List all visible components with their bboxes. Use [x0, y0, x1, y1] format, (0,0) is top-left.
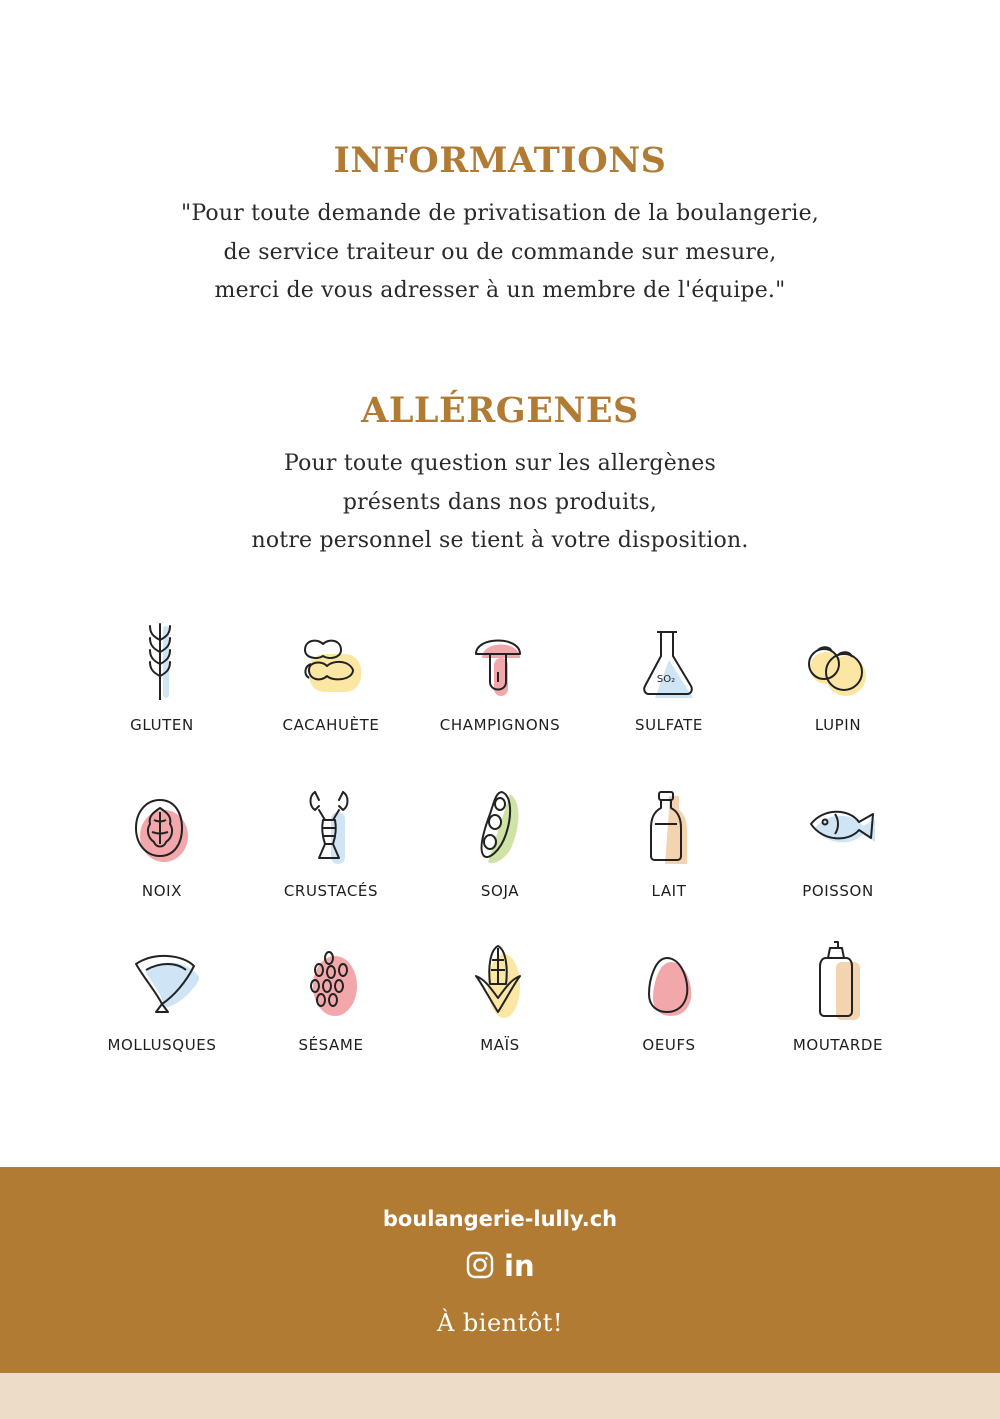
- allergen-label: SÉSAME: [298, 1036, 364, 1054]
- farewell-text: À bientôt!: [436, 1309, 564, 1337]
- allergen-label: CHAMPIGNONS: [439, 716, 561, 734]
- allergen-poisson: [753, 786, 923, 916]
- bottom-band: [0, 1373, 1000, 1419]
- allergen-gluten: [77, 620, 247, 750]
- allergen-mais: [415, 940, 585, 1070]
- allergenes-line: présents dans nos produits,: [342, 489, 658, 515]
- allergen-label: POISSON: [802, 882, 874, 900]
- lobster-icon: [301, 786, 361, 866]
- fish-icon: [803, 786, 875, 866]
- mustard-bottle-icon: [808, 940, 868, 1020]
- allergenes-line: notre personnel se tient à votre disposition.: [251, 528, 749, 553]
- instagram-icon[interactable]: [468, 1253, 492, 1277]
- informations-title: INFORMATIONS: [333, 140, 667, 181]
- informations-line: "Pour toute demande de privatisation de la boulangerie,: [181, 201, 819, 226]
- allergen-label: MAÏS: [480, 1036, 520, 1054]
- allergen-label: NOIX: [141, 882, 183, 900]
- soy-pod-icon: [470, 786, 530, 866]
- allergen-noix: [77, 786, 247, 916]
- milk-bottle-icon: [639, 786, 699, 866]
- allergen-lupin: [753, 620, 923, 750]
- allergen-champignons: [415, 620, 585, 750]
- allergen-label: CRUSTACÉS: [283, 882, 379, 900]
- website-link[interactable]: boulangerie-lully.ch: [382, 1207, 618, 1231]
- allergen-label: SOJA: [480, 882, 520, 900]
- allergen-moutarde: [753, 940, 923, 1070]
- svg-text:SO₂: SO₂: [656, 674, 676, 685]
- allergen-mollusques: [77, 940, 247, 1070]
- social-icons: [466, 1249, 536, 1281]
- allergenes-title: ALLÉRGENES: [361, 390, 639, 431]
- allergen-cacahuete: [246, 620, 416, 750]
- allergen-crustaces: [246, 786, 416, 916]
- allergen-label: GLUTEN: [130, 716, 194, 734]
- lupin-beans-icon: [808, 620, 868, 700]
- allergen-label: MOLLUSQUES: [107, 1036, 217, 1054]
- allergen-sulfate: [584, 620, 754, 750]
- allergen-lait: [584, 786, 754, 916]
- allergenes-line: Pour toute question sur les allergènes: [283, 451, 716, 476]
- allergen-label: SULFATE: [634, 716, 704, 734]
- flask-icon: [639, 620, 699, 700]
- corn-icon: [470, 940, 530, 1020]
- mushroom-icon: [470, 620, 530, 700]
- allergen-label: CACAHUÈTE: [282, 716, 380, 734]
- shell-icon: [129, 940, 199, 1020]
- social-links: [466, 1249, 536, 1281]
- footer: [0, 1167, 1000, 1373]
- linkedin-icon[interactable]: in: [504, 1249, 535, 1281]
- egg-icon: [639, 940, 699, 1020]
- allergen-label: LAIT: [651, 882, 687, 900]
- allergen-label: MOUTARDE: [792, 1036, 884, 1054]
- allergen-oeufs: [584, 940, 754, 1070]
- allergen-label: OEUFS: [642, 1036, 696, 1054]
- walnut-icon: [132, 786, 192, 866]
- allergen-label: LUPIN: [814, 716, 862, 734]
- sesame-icon: [301, 940, 361, 1020]
- allergen-sesame: [246, 940, 416, 1070]
- allergen-soja: [415, 786, 585, 916]
- peanut-icon: [301, 620, 361, 700]
- informations-line: de service traiteur ou de commande sur mesure,: [223, 239, 777, 265]
- informations-line: merci de vous adresser à un membre de l'équipe.": [214, 278, 786, 303]
- wheat-icon: [132, 620, 192, 700]
